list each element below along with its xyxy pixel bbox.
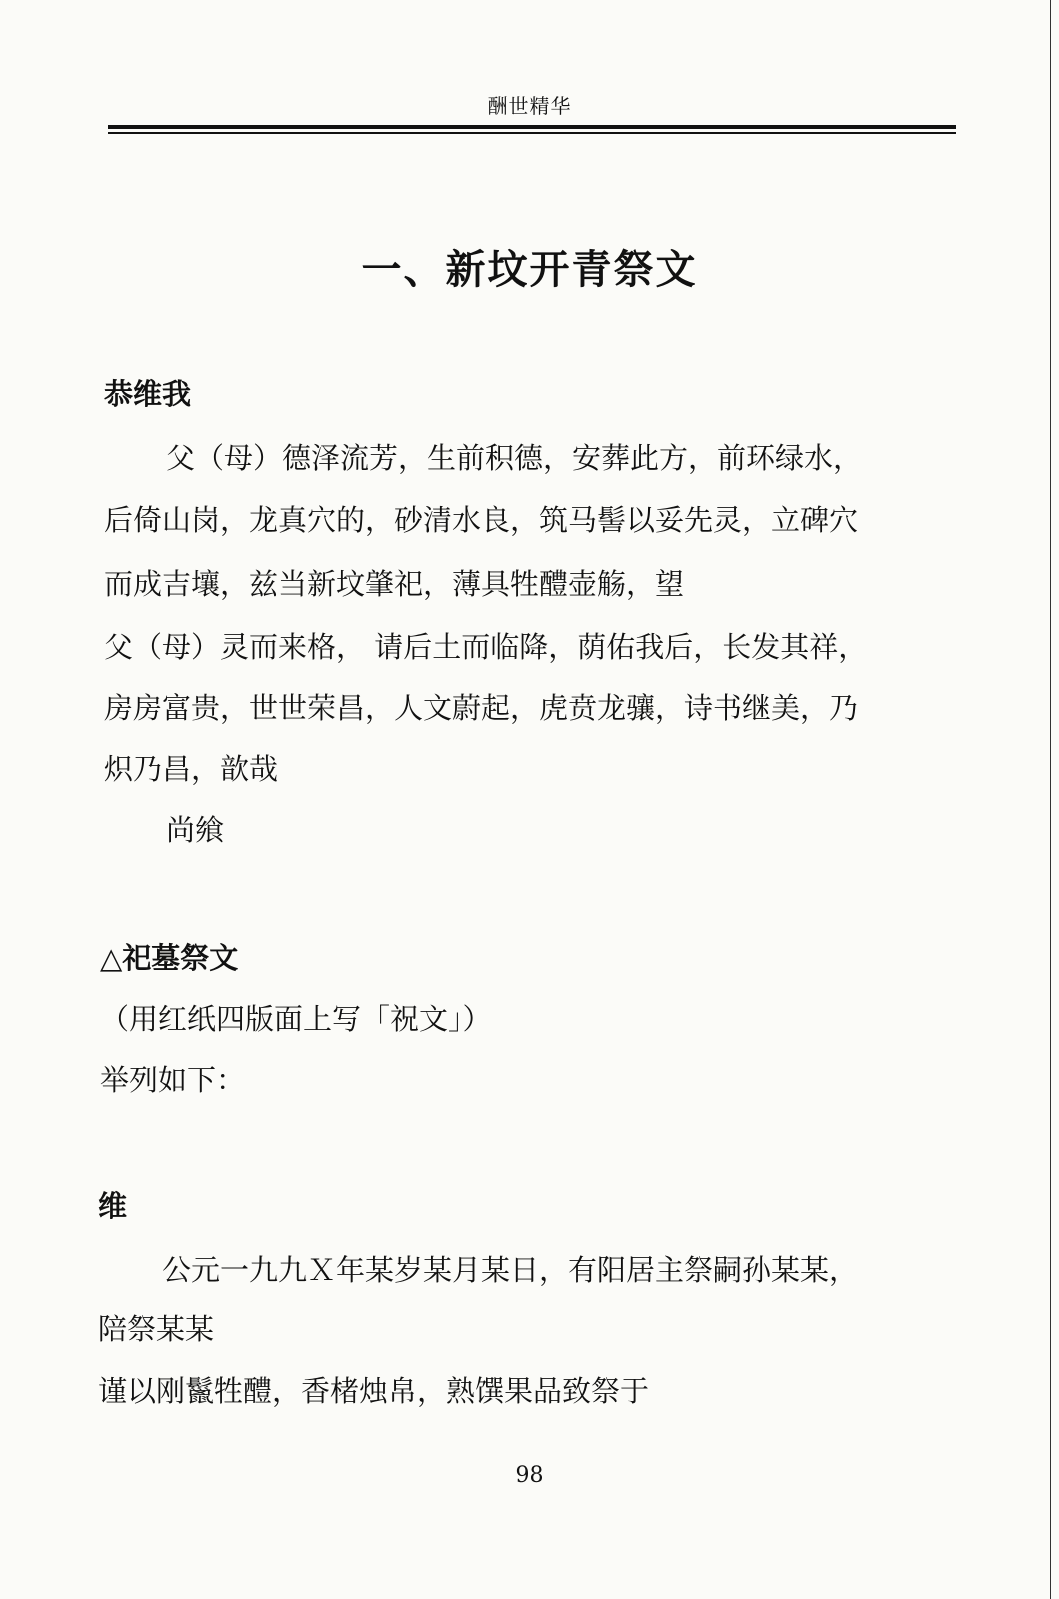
section3-line-2: 陪祭某某 — [98, 1312, 215, 1346]
header-rule-thin — [108, 132, 956, 134]
scan-edge-line — [1050, 0, 1051, 1599]
page-number: 98 — [515, 1463, 544, 1488]
section3-line-3: 谨以刚鬣牲醴，香楮烛帛，熟馔果品致祭于 — [98, 1374, 650, 1408]
section3-heading: 维 — [98, 1189, 128, 1223]
section1-line-1: 父（母）德泽流芳，生前积德，安葬此方，前环绿水， — [166, 441, 863, 475]
section1-heading: 恭维我 — [104, 377, 192, 411]
section2-note: （用红纸四版面上写「祝文」） — [100, 1002, 492, 1036]
section1-line-5: 房房富贵，世世荣昌，人文蔚起，虎贲龙骧，诗书继美，乃 — [104, 691, 859, 725]
running-header: 酬世精华 — [487, 94, 572, 118]
section1-line-6: 炽乃昌，歆哉 — [104, 752, 279, 786]
section1-line-2: 后倚山岗，龙真穴的，砂清水良，筑马髻以妥先灵，立碑穴 — [104, 503, 859, 537]
section1-line-3: 而成吉壤，兹当新坟肇祀，薄具牲醴壶觞，望 — [104, 567, 685, 601]
section2-intro: 举列如下： — [100, 1063, 246, 1097]
header-rule-thick — [108, 125, 956, 129]
section3-line-1: 公元一九九Ｘ年某岁某月某日，有阳居主祭嗣孙某某， — [162, 1253, 859, 1287]
section2-heading: △祀墓祭文 — [100, 941, 239, 975]
section1-closing: 尚飨 — [166, 813, 225, 847]
section1-line-4: 父（母）灵而来格， 请后土而临降，荫佑我后，长发其祥， — [104, 630, 868, 664]
page-title: 一、新坟开青祭文 — [361, 246, 698, 293]
